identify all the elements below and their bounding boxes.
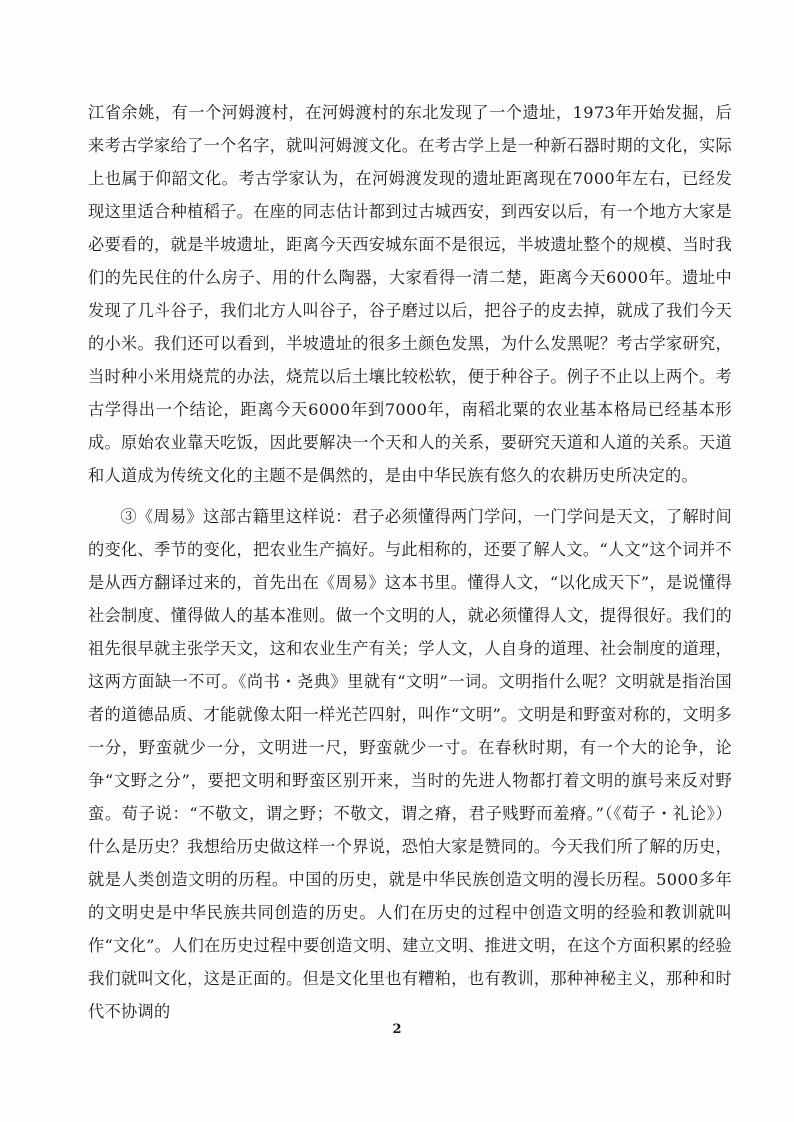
page-number: 2 [392, 1022, 402, 1037]
paragraph-zhouyi-civilization: ③《周易》这部古籍里这样说：君子必须懂得两门学问，一门学问是天文，了解时间的变化、季节的变化，把农业生产搞好。与此相称的，还要了解人文。“人文”这个词并不是从西方翻译过来的，首先出在《周易》这本书里。懂得人文，“以化成天下”，是说懂得社会制度、懂得做人的基本准则。做一个文明的人，就必须懂得人文，提得很好。我们的祖先很早就主张学天文，这和农业生产有关；学人文，人自身的道理、社会制度的道理，这两方面缺一不可。《尚书・尧典》里就有“文明”一词。文明指什么呢？文明就是指治国者的道德品质、才能就像太阳一样光芒四射，叫作“文明”。文明是和野蛮对称的，文明多一分，野蛮就少一分，文明进一尺，野蛮就少一寸。在春秋时期，有一个大的论争，论争“文野之分”，要把文明和野蛮区别开来，当时的先进人物都打着文明的旗号来反对野蛮。荀子说：“不敬文，谓之野；不敬文，谓之瘠，君子贱野而羞瘠。”（《荀子・礼论》）什么是历史？我想给历史做这样一个界说，恐怕大家是赞同的。今天我们所了解的历史，就是人类创造文明的历程。中国的历史，就是中华民族创造文明的漫长历程。5000多年的文明史是中华民族共同创造的历史。人们在历史的过程中创造文明的经验和教训就叫作“文化”。人们在历史过程中要创造文明、建立文明、推进文明，在这个方面积累的经验我们就叫文化，这是正面的。但是文化里也有糟粕，也有教训，那种神秘主义，那种和时代不协调的 [88, 507, 732, 1021]
paragraph-hemudu-banpo: 江省余姚，有一个河姆渡村，在河姆渡村的东北发现了一个遗址，1973年开始发掘，后来考古学家给了一个名字，就叫河姆渡文化。在考古学上是一种新石器时期的文化，实际上也属于仰韶文化。考古学家认为，在河姆渡发现的遗址距离现在7000年左右，已经发现这里适合种植稻子。在座的同志估计都到过古城西安，到西安以后，有一个地方大家是必要看的，就是半坡遗址，距离今天西安城东面不是很远，半坡遗址整个的规模、当时我们的先民住的什么房子、用的什么陶器，大家看得一清二楚，距离今天6000年。遗址中发现了几斗谷子，我们北方人叫谷子，谷子磨过以后，把谷子的皮去掉，就成了我们今天的小米。我们还可以看到，半坡遗址的很多土颜色发黑，为什么发黑呢？考古学家研究，当时种小米用烧荒的办法，烧荒以后土壤比较松软，便于种谷子。例子不止以上两个。考古学得出一个结论，距离今天6000年到7000年，南稻北粟的农业基本格局已经基本形成。原始农业靠天吃饭，因此要解决一个天和人的关系，要研究天道和人道的关系。天道和人道成为传统文化的主题不是偶然的，是由中华民族有悠久的农耕历史所决定的。 [88, 103, 732, 485]
document-body [88, 96, 732, 1028]
